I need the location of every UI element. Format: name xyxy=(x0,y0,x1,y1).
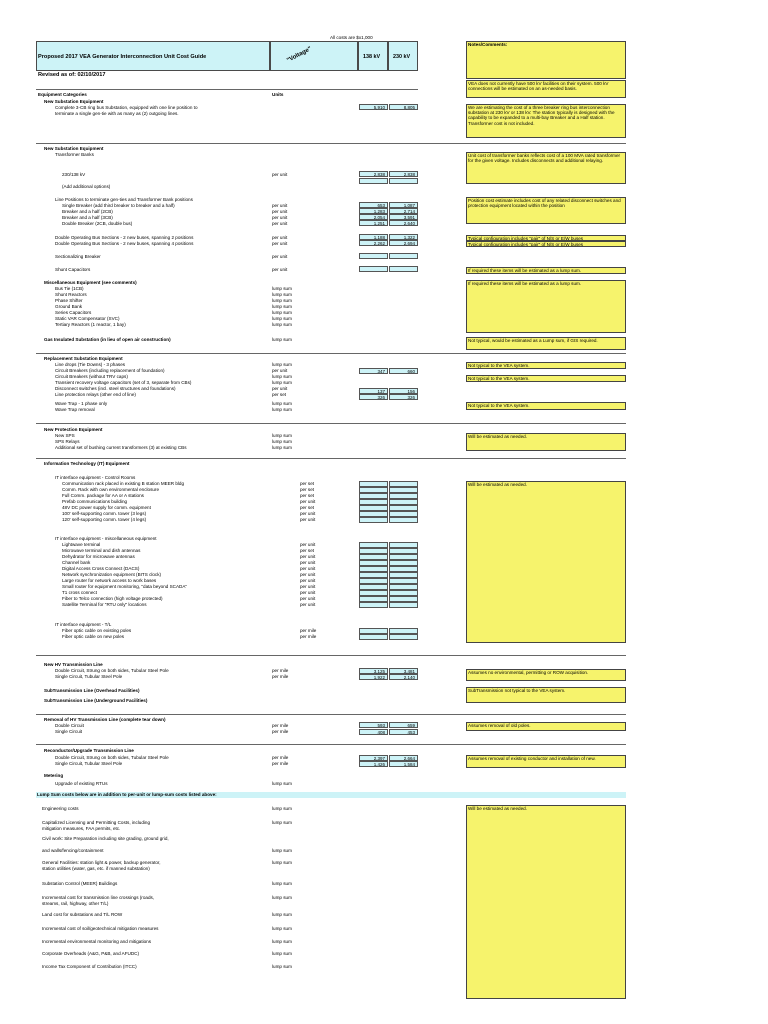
row-label: Single Circuit xyxy=(55,729,83,734)
lump-item-unit: lump sum xyxy=(272,926,292,931)
it-item-unit: per unit xyxy=(300,517,316,522)
value-138: 347 xyxy=(359,368,388,374)
row-unit: per mile xyxy=(272,723,289,728)
add-options: (Add additional options) xyxy=(62,184,111,189)
empty-cell xyxy=(359,266,388,272)
lump-item-unit: lump sum xyxy=(272,848,292,853)
col1-header: 138 kV xyxy=(363,54,381,60)
note-cb: Not typical to the VEA system. xyxy=(466,375,626,382)
note-line-drops: Not typical to the VEA system. xyxy=(466,362,626,369)
it-item-unit: per set xyxy=(300,548,315,553)
row-label: Double Circuit, Strung on both sides, Tubular Steel Pole xyxy=(55,755,169,760)
note-position: Position cost estimate includes cost of any related disconnect switches and protection equipment located within the position xyxy=(466,197,626,224)
it-item-label: 120' self-supporting comm. tower (4 legs) xyxy=(62,517,147,522)
misc-unit: lump sum xyxy=(272,316,292,321)
sectionalizing-breaker: Sectionalizing Breaker xyxy=(55,254,101,259)
it-item-label: Communication rack placed in existing B station MEER bldg xyxy=(62,481,185,486)
row-unit: lump sum xyxy=(272,401,292,406)
row-label: Single Circuit, Tubular Steel Pole xyxy=(55,761,123,766)
row-unit: per mile xyxy=(272,761,289,766)
value-138: 653 xyxy=(359,202,388,208)
row-label: Circuit Breakers (without TRV caps) xyxy=(55,374,128,379)
it-item-label: Small router for equipment monitoring, "data beyond SCADA" xyxy=(62,584,188,589)
misc-item: Ground Bank xyxy=(55,304,83,309)
note-wave-trap: Not typical to the VEA system. xyxy=(466,402,626,410)
stamp-box xyxy=(270,41,358,71)
value-230: 1,322 xyxy=(389,234,418,240)
value-230: 2,694 xyxy=(389,240,418,246)
it-item-label: Channel bank xyxy=(62,560,91,565)
value-230: 659 xyxy=(389,722,418,728)
misc-unit: lump sum xyxy=(272,322,292,327)
row-label: Disconnect switches (incl. steel structures and foundations) xyxy=(55,386,176,391)
double-bus-4: Double Operating Bus Sections - 2 new buses, spanning 4 positions xyxy=(55,241,194,246)
note-ring-bus: We are estimating the cost of a three breaker ring bus interconnection substation at 230 kV or 138 kV. The station typically is designed with the capability to be expanded to a multi-bay Breaker and a Half station. Transformer cost is not included. xyxy=(466,104,626,138)
section-it: Information Technology (IT) Equipment xyxy=(44,461,130,466)
transformer-230: 2,838 xyxy=(389,171,418,177)
empty-cell xyxy=(389,517,418,523)
protection-unit: lump sum xyxy=(272,439,292,444)
value-230: 3,591 xyxy=(389,214,418,220)
lump-item-unit: lump sum xyxy=(272,860,292,865)
it-item-unit: per unit xyxy=(300,602,316,607)
empty-cell xyxy=(389,266,418,272)
row-unit: per unit xyxy=(272,203,288,208)
protection-item: New SPS xyxy=(55,433,75,438)
transformer-banks: Transformer Banks xyxy=(55,152,94,157)
value-230: 326 xyxy=(389,394,418,400)
lump-item-label: General Facilities: station light & power, backup generator, xyxy=(42,860,161,865)
value-230: 453 xyxy=(389,729,418,735)
lump-item-unit: lump sum xyxy=(272,939,292,944)
it-item-label: Satellite Terminal for "RTU only" locations xyxy=(62,602,147,607)
note-hv-line: Assumes no environmental, permitting or ROW acquisition. xyxy=(466,669,626,681)
lump-item-label: Capitalized Licensing and Permitting Costs, including xyxy=(42,820,151,825)
lump-item-unit: lump sum xyxy=(272,820,292,825)
it-item-label: Fiber to Telco connection (high voltage protected) xyxy=(62,596,163,601)
kv-230-138: 230/138 kV xyxy=(62,172,86,177)
note-removal: Assumes removal of old poles. xyxy=(466,722,626,731)
it-item-label: Lightwave terminal xyxy=(62,542,101,547)
lump-item-label: and walls/fencing/containment xyxy=(42,848,104,853)
value-138: 1,283 xyxy=(359,208,388,214)
misc-unit: lump sum xyxy=(272,292,292,297)
empty-cell xyxy=(359,253,388,259)
note-gis: Not typical, would be estimated as a Lump sum, if GIS required. xyxy=(466,337,626,350)
misc-item: Series Capacitors xyxy=(55,310,92,315)
categories-label: Equipment Categories xyxy=(38,92,87,97)
value-230: 2,640 xyxy=(389,220,418,226)
value-138: 326 xyxy=(359,394,388,400)
it-item-label: 48V DC power supply for comm. equipment xyxy=(62,505,151,510)
it-group-tl: IT interface equipment - T/L xyxy=(55,622,112,627)
value-230: 2,140 xyxy=(389,674,418,680)
row-unit: per unit xyxy=(272,209,288,214)
ring-bus-desc-2: terminate a single gen-tie with as many as (2) outgoing lines. xyxy=(55,111,179,116)
value-138: 2,262 xyxy=(359,240,388,246)
lump-item-unit: lump sum xyxy=(272,806,292,811)
value-138: 2,054 xyxy=(359,214,388,220)
it-item-label: Network synchronization equipment (BITS clock) xyxy=(62,572,162,577)
it-item-unit: per unit xyxy=(300,511,316,516)
it-item-unit: per unit xyxy=(300,572,316,577)
note-lump-sum: Will be estimated as needed. xyxy=(466,805,626,999)
row-unit: lump sum xyxy=(272,362,292,367)
gis-unit: lump sum xyxy=(272,337,292,342)
empty-cell xyxy=(359,634,388,640)
note-shunt: If required these items will be estimated as a lump sum. xyxy=(466,267,626,274)
it-item-unit: per set xyxy=(300,493,315,498)
it-item-unit: per mile xyxy=(300,628,317,633)
it-item-unit: per unit xyxy=(300,560,316,565)
value-230: 2,664 xyxy=(389,755,418,761)
lump-item-label: Land cost for substations and T/L ROW xyxy=(42,912,123,917)
lump-item-label: Incremental environmental monitoring and mitigations xyxy=(42,939,152,944)
note-transformer: Unit cost of transformer banks reflects cost of a 100 MVA rated transformer for the given voltage. Includes disconnects and additional relaying. xyxy=(466,152,626,184)
lump-item-label: Corporate Overheads (A&G, P&B, and AFUDC) xyxy=(42,951,140,956)
value-138: 3,125 xyxy=(359,668,388,674)
row-label: Double Breaker (2CB, double bus) xyxy=(62,221,133,226)
note-misc: If required these items will be estimated as a lump sum. xyxy=(466,280,626,333)
row-label: Double Circuit, Strung on both sides, Tubular Steel Pole xyxy=(55,668,169,673)
misc-item: Bus Tie (1CB) xyxy=(55,286,84,291)
misc-item: Shunt Reactors xyxy=(55,292,87,297)
double-bus-2: Double Operating Bus Sections - 2 new buses, spanning 2 positions xyxy=(55,235,194,240)
ring-bus-230: 8,805 xyxy=(389,104,418,110)
it-item-unit: per set xyxy=(300,487,315,492)
note-bus-2: Typical configuration includes "pair" of N/S or E/W buses xyxy=(466,241,626,247)
it-item-label: T1 cross connect xyxy=(62,590,97,595)
ring-bus-138: 5,910 xyxy=(359,104,388,110)
row-unit: lump sum xyxy=(272,380,292,385)
row-unit: per unit xyxy=(272,368,288,373)
value-230: 660 xyxy=(389,368,418,374)
lump-item-label-2: station utilities (water, gas, etc. if manned substation) xyxy=(42,866,150,871)
value-138: 2,397 xyxy=(359,755,388,761)
it-item-unit: per unit xyxy=(300,542,316,547)
row-unit: per unit xyxy=(272,221,288,226)
it-item-unit: per unit xyxy=(300,554,316,559)
metering-item: Upgrade of existing RTUs xyxy=(55,781,108,786)
section-reconductor: Reconductor/Upgrade Transmission Line xyxy=(44,748,134,753)
it-item-unit: per unit xyxy=(300,584,316,589)
row-unit: lump sum xyxy=(272,407,292,412)
value-230: 156 xyxy=(389,388,418,394)
misc-item: Static VAR Compensator (SVC) xyxy=(55,316,120,321)
value-230: 1,087 xyxy=(389,202,418,208)
it-item-label: Full Comm. package for AA or A stations xyxy=(62,493,144,498)
row-label: Single Circuit, Tubular Steel Pole xyxy=(55,674,123,679)
value-138: 137 xyxy=(359,388,388,394)
value-138: 1,188 xyxy=(359,234,388,240)
it-item-label: Prefab communications building xyxy=(62,499,128,504)
value-138: 1,922 xyxy=(359,674,388,680)
row-unit: per mile xyxy=(272,755,289,760)
row-label: Line drops (Tie Downs) - 3 phases xyxy=(55,362,126,367)
row-unit: per mile xyxy=(272,668,289,673)
value-138: 408 xyxy=(359,729,388,735)
row-label: Double Circuit xyxy=(55,723,84,728)
lump-item-label: Engineering costs xyxy=(42,806,79,811)
top-note: All costs are $x1,000 xyxy=(330,35,373,40)
it-group-control: IT interface equipment - Control Rooms xyxy=(55,475,136,480)
lump-item-label: Incremental cost for transmission line crossings (roads, xyxy=(42,895,155,900)
misc-item: Tertiary Reactors (1 reactor, 1 bay) xyxy=(55,322,126,327)
section-new-substation-2: New Substation Equipment xyxy=(44,146,104,151)
it-item-unit: per mile xyxy=(300,634,317,639)
protection-item: SPS Relays xyxy=(55,439,80,444)
it-item-unit: per unit xyxy=(300,590,316,595)
misc-item: Phase Shifter xyxy=(55,298,83,303)
subtrans-overhead: SubTransmission Line (Overhead Facilities) xyxy=(44,688,140,693)
it-item-label: Dehydrator for microwave antennas xyxy=(62,554,135,559)
row-label: Wave Trap - 1 phase only xyxy=(55,401,108,406)
revised-date: Revised as of: 02/10/2017 xyxy=(38,72,106,78)
it-item-unit: per set xyxy=(300,481,315,486)
section-metering: Metering xyxy=(44,773,64,778)
value-138: 1,251 xyxy=(359,220,388,226)
lump-item-label: Incremental cost of soil/geotechnical mitigation measures xyxy=(42,926,159,931)
row-label: Breaker and a half (2CB) xyxy=(62,209,113,214)
row-unit: per unit xyxy=(272,254,288,259)
page-title: Proposed 2017 VEA Generator Interconnection Unit Cost Guide xyxy=(38,54,207,60)
row-unit: per unit xyxy=(272,386,288,391)
value-230: 2,714 xyxy=(389,208,418,214)
section-replacement: Replacement Substation Equipment xyxy=(44,356,123,361)
lump-item-unit: lump sum xyxy=(272,895,292,900)
note-bus-1: Typical configuration includes "pair" of N/S or E/W buses xyxy=(466,235,626,241)
row-unit: per unit xyxy=(272,241,288,246)
kv-unit: per unit xyxy=(272,172,288,177)
it-item-label: Fiber optic cable on existing poles xyxy=(62,628,132,633)
notes-header-box xyxy=(466,41,626,79)
note-subtrans: SubTransmission not typical to the VEA system. xyxy=(466,687,626,703)
it-item-label: Comm. Rack with own environmental enclosure xyxy=(62,487,160,492)
empty-cell xyxy=(359,178,388,184)
misc-unit: lump sum xyxy=(272,286,292,291)
it-item-unit: per unit xyxy=(300,596,316,601)
lump-item-unit: lump sum xyxy=(272,881,292,886)
it-item-label: Fiber optic cable on new poles xyxy=(62,634,125,639)
it-item-label: Digital Access Cross Connect (DACS) xyxy=(62,566,140,571)
lump-sum-heading: Lump Sum costs below are in addition to per-unit or lump-sum costs listed above: xyxy=(37,792,217,797)
section-misc: Miscellaneous Equipment (see comments) xyxy=(44,280,137,285)
row-label: Wave Trap removal xyxy=(55,407,95,412)
lump-item-unit: lump sum xyxy=(272,912,292,917)
row-unit: per unit xyxy=(272,215,288,220)
empty-cell xyxy=(359,602,388,608)
misc-unit: lump sum xyxy=(272,310,292,315)
line-positions: Line Positions to terminate gen-ties and Transformer Bank positions xyxy=(55,197,193,202)
lump-item-label: Civil work: Site Preparation including site grading, ground grid, xyxy=(42,836,169,841)
value-138: 1,426 xyxy=(359,761,388,767)
notes-header: Notes/Comments: xyxy=(468,42,508,47)
misc-unit: lump sum xyxy=(272,298,292,303)
note-500kv: VEA does not currently have 500 kV facilities on their system. 500 kV connections will be estimated on an as-needed basis. xyxy=(466,80,626,98)
it-item-label: 100' self-supporting comm. tower (3 legs) xyxy=(62,511,147,516)
misc-unit: lump sum xyxy=(272,304,292,309)
empty-cell xyxy=(389,634,418,640)
col2-header: 230 kV xyxy=(393,54,411,60)
lump-item-label-2: streams, rail, highway, other T/L) xyxy=(42,901,109,906)
row-unit: per unit xyxy=(272,235,288,240)
it-item-unit: per unit xyxy=(300,566,316,571)
voltage-stamp: "Voltage" xyxy=(286,46,313,64)
row-label: Breaker and a half (3CB) xyxy=(62,215,113,220)
value-230: 1,584 xyxy=(389,761,418,767)
protection-unit: lump sum xyxy=(272,433,292,438)
lump-item-unit: lump sum xyxy=(272,951,292,956)
note-protection: Will be estimated as needed. xyxy=(466,433,626,451)
units-label: Units xyxy=(272,92,284,97)
row-label: Circuit Breakers (including replacement of foundation) xyxy=(55,368,165,373)
section-hv-line: New HV Transmission Line xyxy=(44,662,103,667)
value-230: 3,481 xyxy=(389,668,418,674)
row-unit: per unit xyxy=(272,267,288,272)
note-reconductor: Assumes removal of existing conductor and installation of new. xyxy=(466,755,626,768)
value-138: 593 xyxy=(359,722,388,728)
empty-cell xyxy=(389,602,418,608)
shunt-capacitors: Shunt Capacitors xyxy=(55,267,91,272)
row-unit: per set xyxy=(272,392,287,397)
it-item-unit: per unit xyxy=(300,578,316,583)
row-unit: per mile xyxy=(272,729,289,734)
transformer-138: 2,838 xyxy=(359,171,388,177)
gis-title: Gas Insulated Substation (in lieu of open air construction) xyxy=(44,337,171,342)
section-removal: Removal of HV Transmission Line (complete tear down) xyxy=(44,717,166,722)
row-label: Transient recovery voltage capacitors (set of 3, separate from CBs) xyxy=(55,380,192,385)
lump-item-unit: lump sum xyxy=(272,964,292,969)
section-new-substation-1: New Substation Equipment xyxy=(44,99,104,104)
row-label: Single Breaker (add third breaker to breaker and a half) xyxy=(62,203,175,208)
lump-item-label: Income Tax Component of Contribution (ITCC) xyxy=(42,964,137,969)
empty-cell xyxy=(389,253,418,259)
it-item-unit: per set xyxy=(300,505,315,510)
empty-cell xyxy=(389,178,418,184)
subtrans-underground: SubTransmission Line (Underground Facilities) xyxy=(44,698,148,703)
row-unit: lump sum xyxy=(272,374,292,379)
it-item-unit: per unit xyxy=(300,499,316,504)
lump-item-label: Substation Control (MEER) Buildings xyxy=(42,881,118,886)
it-item-label: Large router for network access to work bases xyxy=(62,578,157,583)
it-item-label: Microwave terminal and dish antennas xyxy=(62,548,141,553)
section-protection: New Protection Equipment xyxy=(44,427,103,432)
lump-item-label-2: mitigation measures, FAA permits, etc. xyxy=(42,826,121,831)
it-group-misc: IT interface equipment - miscellaneous equipment xyxy=(55,536,157,541)
metering-unit: lump sum xyxy=(272,781,292,786)
note-it: Will be estimated as needed. xyxy=(466,481,626,643)
row-unit: per mile xyxy=(272,674,289,679)
protection-item: Additional set of bushing current transformers (3) at existing CBs xyxy=(55,445,187,450)
protection-unit: lump sum xyxy=(272,445,292,450)
row-label: Line protection relays (other end of line) xyxy=(55,392,136,397)
empty-cell xyxy=(359,517,388,523)
ring-bus-desc-1: Complete 3-CB ring bus Substation, equipped with one line position to xyxy=(55,105,198,110)
